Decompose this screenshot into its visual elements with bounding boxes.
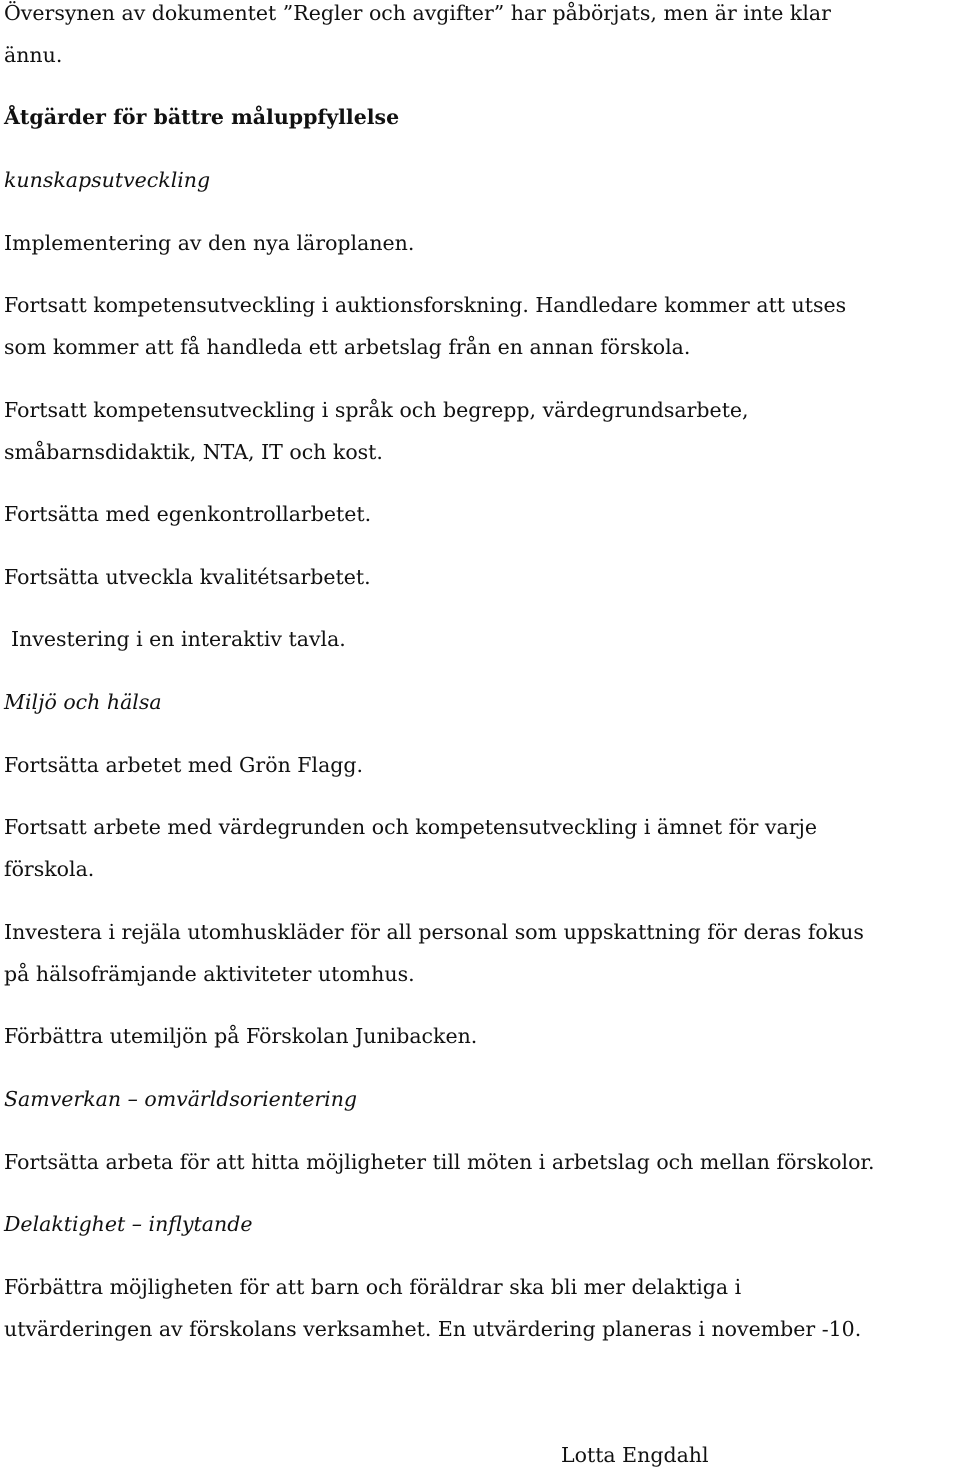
paragraph-line: Investering i en interaktiv tavla.: [11, 627, 346, 651]
paragraph-line: förskola.: [4, 857, 95, 881]
subheading-miljo-och-halsa: Miljö och hälsa: [4, 690, 162, 714]
paragraph-line: Fortsätta utveckla kvalitétsarbetet.: [4, 565, 371, 589]
intro-text-line-1: Översynen av dokumentet ”Regler och avgifter” har påbörjats, men är inte klar: [4, 1, 831, 25]
paragraph-line: Förbättra utemiljön på Förskolan Junibacken.: [4, 1024, 478, 1048]
section-heading: Åtgärder för bättre måluppfyllelse: [4, 105, 400, 129]
paragraph-line: utvärderingen av förskolans verksamhet. En utvärdering planeras i november -10.: [4, 1317, 862, 1341]
paragraph-line: småbarnsdidaktik, NTA, IT och kost.: [4, 440, 383, 464]
paragraph-line: Fortsatt kompetensutveckling i språk och begrepp, värdegrundsarbete,: [4, 398, 749, 422]
paragraph-line: Fortsätta arbetet med Grön Flagg.: [4, 753, 364, 777]
paragraph-line: Förbättra möjligheten för att barn och föräldrar ska bli mer delaktiga i: [4, 1275, 742, 1299]
signature: Lotta Engdahl: [561, 1443, 709, 1467]
paragraph-line: Investera i rejäla utomhuskläder för all personal som uppskattning för deras fokus: [4, 920, 864, 944]
subheading-delaktighet: Delaktighet – inflytande: [4, 1212, 253, 1236]
paragraph-line: Fortsätta arbeta för att hitta möjligheter till möten i arbetslag och mellan förskolor.: [4, 1150, 875, 1174]
subheading-samverkan: Samverkan – omvärldsorientering: [4, 1087, 358, 1111]
paragraph-line: som kommer att få handleda ett arbetslag från en annan förskola.: [4, 335, 691, 359]
paragraph-line: Implementering av den nya läroplanen.: [4, 231, 415, 255]
paragraph-line: på hälsofrämjande aktiviteter utomhus.: [4, 962, 415, 986]
paragraph-line: Fortsätta med egenkontrollarbetet.: [4, 502, 372, 526]
paragraph-line: Fortsatt kompetensutveckling i auktionsforskning. Handledare kommer att utses: [4, 293, 847, 317]
paragraph-line: Fortsatt arbete med värdegrunden och kompetensutveckling i ämnet för varje: [4, 815, 818, 839]
intro-text-line-2: ännu.: [4, 43, 63, 67]
subheading-kunskapsutveckling: kunskapsutveckling: [4, 168, 211, 192]
